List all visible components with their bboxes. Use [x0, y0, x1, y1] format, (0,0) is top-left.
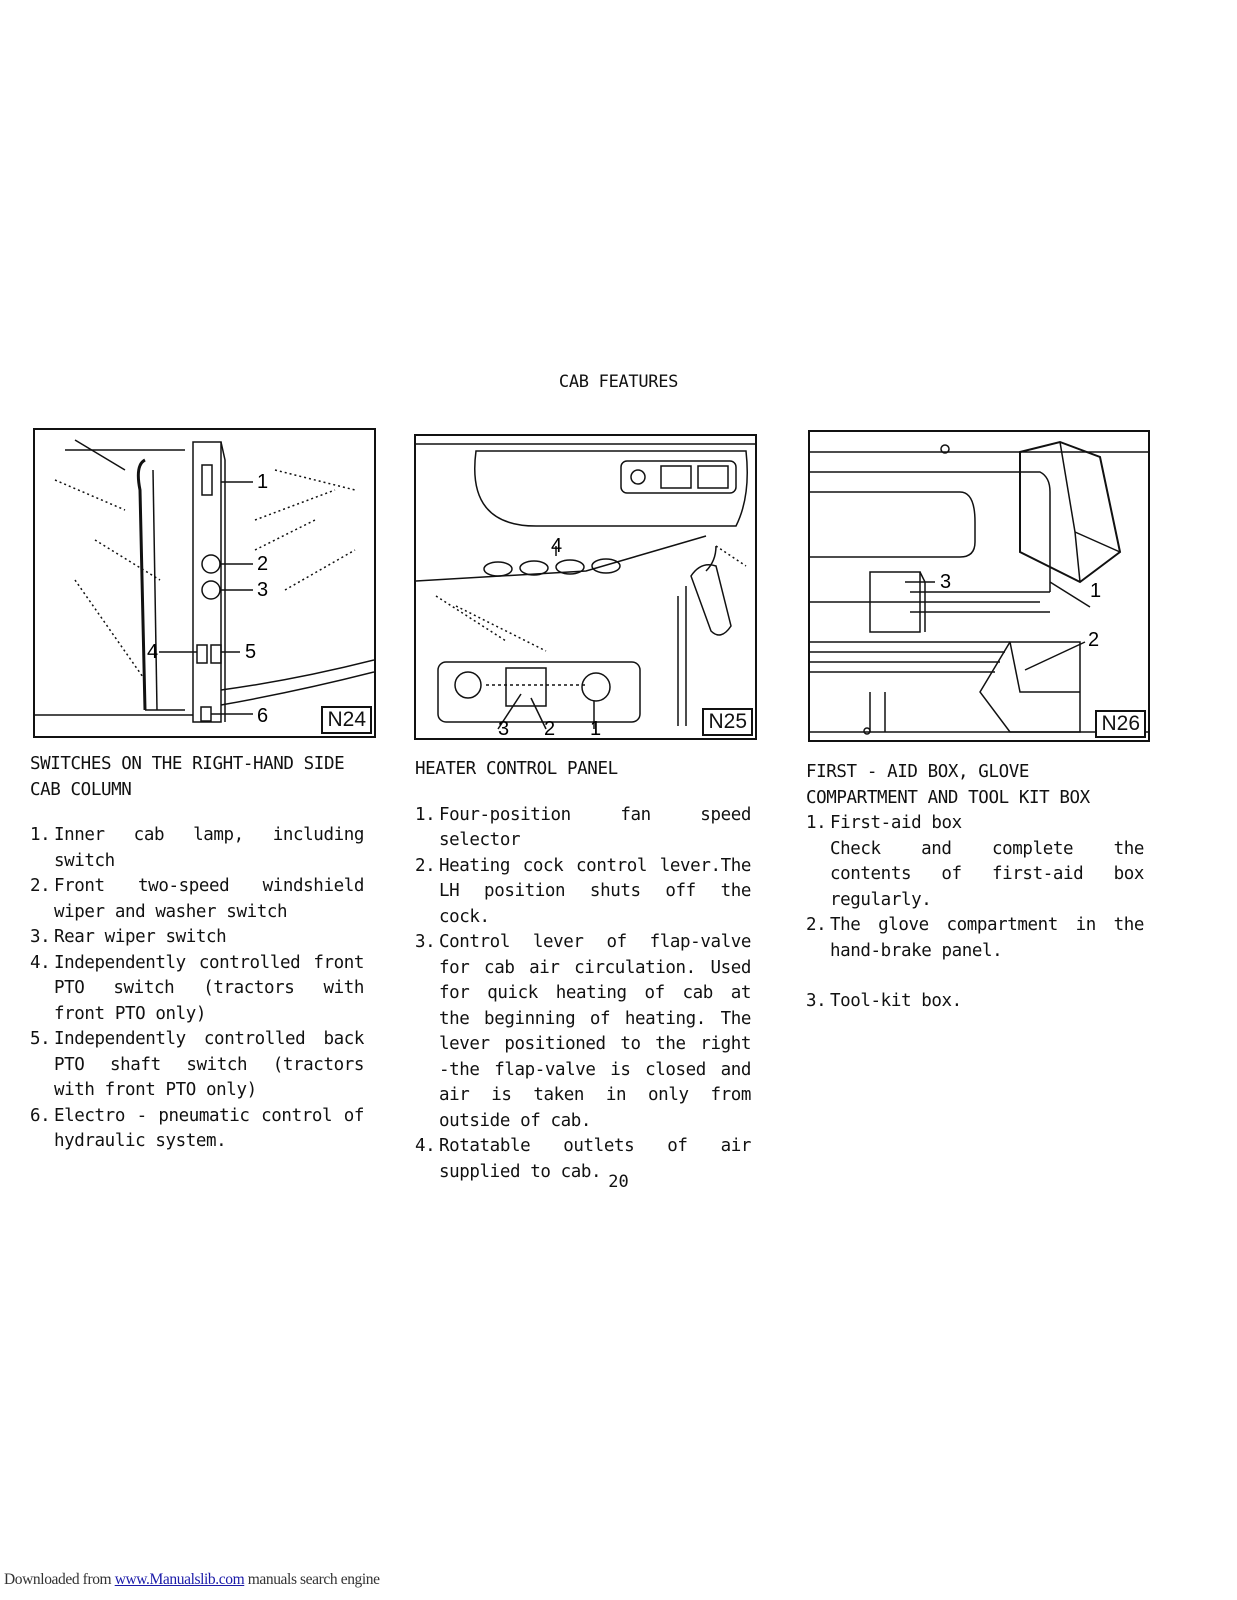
caption-heater: HEATER CONTROL PANEL — [415, 759, 618, 779]
page-title: CAB FEATURES — [558, 372, 679, 392]
item-text: Front two-speed windshield wiper and washer switch — [54, 876, 364, 922]
manualslib-link[interactable]: www.Manualslib.com — [114, 1571, 245, 1588]
item-number: 2. — [30, 876, 51, 896]
item-number: 2. — [806, 915, 827, 935]
caption-boxes: FIRST - AID BOX, GLOVE COMPARTMENT AND TOOL KIT BOX — [806, 762, 1090, 808]
n24-callout-2: 2 — [257, 553, 269, 575]
item-text: Heating cock control lever.The LH position shuts off the cock. — [439, 855, 751, 927]
figure-tag-n24: N24 — [321, 706, 372, 734]
list-item — [806, 837, 1144, 914]
list-item — [806, 811, 1144, 837]
item-number: 1. — [806, 813, 827, 833]
n24-callout-1: 1 — [257, 471, 269, 493]
figure-n25 — [414, 434, 757, 740]
list-item — [30, 1104, 364, 1155]
footer-prefix: Downloaded from — [4, 1571, 115, 1588]
figure-n26 — [808, 430, 1150, 742]
list-item — [415, 803, 751, 854]
caption-switches: SWITCHES ON THE RIGHT-HAND SIDE CAB COLUMN — [30, 754, 345, 800]
item-number: 4. — [30, 952, 51, 973]
figure-tag-n26: N26 — [1095, 710, 1146, 738]
n25-callout-3: 3 — [498, 718, 510, 738]
list-item — [30, 874, 364, 925]
list-item — [30, 1027, 364, 1104]
item-text: The glove compartment in the hand-brake panel. — [830, 915, 1144, 961]
item-number: 3. — [30, 927, 51, 947]
item-number: 1. — [30, 825, 51, 845]
column-heater — [415, 757, 751, 1185]
list-item — [806, 989, 1144, 1015]
list-item — [415, 854, 751, 931]
cab-boxes-illustration — [810, 432, 1148, 740]
list-item — [806, 913, 1144, 964]
item-number: 4. — [415, 1136, 436, 1156]
n24-callout-3: 3 — [257, 579, 269, 601]
n24-callout-6: 6 — [257, 705, 269, 727]
footer-suffix: manuals search engine — [244, 1571, 380, 1588]
download-footer — [4, 1571, 380, 1589]
list-item — [30, 925, 364, 951]
cab-column-illustration — [35, 430, 374, 736]
n24-callout-4: 4 — [147, 641, 159, 663]
item-number: 6. — [30, 1105, 51, 1126]
item-text: Check and complete the contents of first-aid box regularly. — [830, 838, 1144, 910]
item-text: Independently controlled front PTO switch (tractors with front PTO only) — [54, 952, 364, 1024]
item-number: 1. — [415, 804, 436, 825]
item-text: Tool-kit box. — [830, 991, 962, 1011]
item-text: Electro - pneumatic control of hydraulic system. — [54, 1105, 364, 1151]
item-text: Rotatable outlets of air supplied to cab. — [439, 1136, 751, 1182]
item-text: First-aid box — [830, 813, 962, 833]
item-number: 3. — [415, 932, 436, 952]
item-text: Independently controlled back PTO shaft switch (tractors with front PTO only) — [54, 1029, 364, 1100]
item-text: Control lever of flap-valve for cab air circulation. Used for quick heating of cab at the beginning of heating. The lever positioned to the right -the flap-valve is closed and air is taken in only from outside of cab. — [439, 932, 751, 1131]
n25-callout-2: 2 — [544, 718, 556, 738]
item-text: Inner cab lamp, including switch — [54, 825, 364, 871]
item-text: Rear wiper switch — [54, 927, 227, 947]
n26-callout-3: 3 — [940, 571, 952, 593]
figure-tag-n25: N25 — [702, 708, 753, 736]
column-boxes — [806, 760, 1144, 1015]
n25-callout-1: 1 — [590, 718, 602, 738]
n26-callout-1: 1 — [1090, 580, 1102, 602]
item-number: 5. — [30, 1029, 51, 1049]
list-item — [415, 930, 751, 1134]
list-item — [30, 951, 364, 1028]
column-switches — [30, 752, 364, 1155]
heater-panel-illustration — [416, 436, 755, 738]
figure-n24 — [33, 428, 376, 738]
list-item — [30, 823, 364, 874]
n26-callout-2: 2 — [1088, 629, 1100, 651]
page-number: 20 — [608, 1172, 629, 1192]
n24-callout-5: 5 — [245, 641, 257, 663]
item-number — [806, 837, 830, 914]
item-number: 2. — [415, 855, 436, 876]
item-number: 3. — [806, 991, 827, 1011]
item-text: Four-position fan speed selector — [439, 804, 751, 850]
n25-callout-4: 4 — [551, 535, 563, 557]
